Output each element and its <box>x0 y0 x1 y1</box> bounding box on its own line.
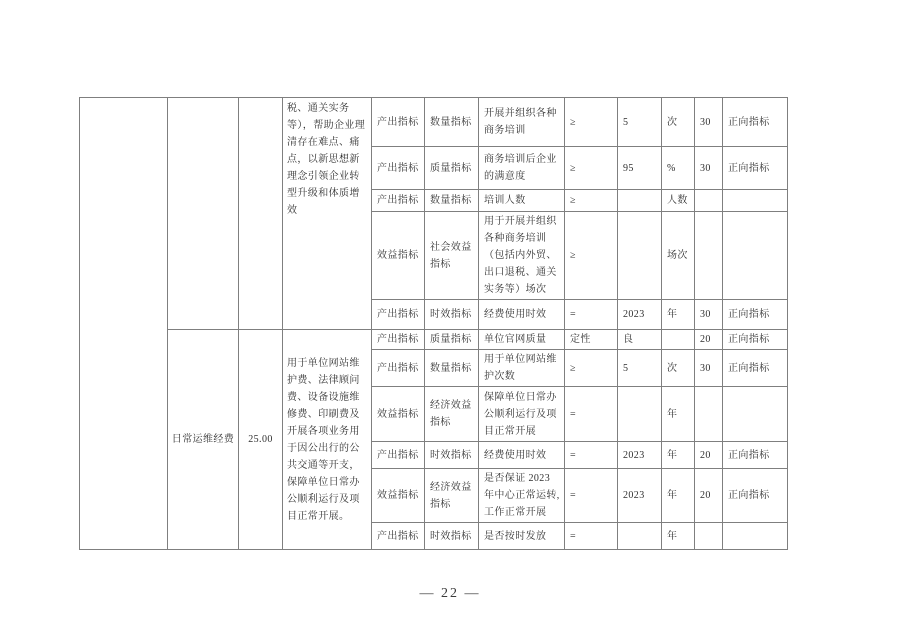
indicator-type-cell: 产出指标 <box>372 147 425 190</box>
indicator-type-cell: 产出指标 <box>372 98 425 147</box>
indicator-subtype-cell: 时效指标 <box>425 300 479 330</box>
performance-indicator-table <box>79 97 788 550</box>
score-cell: 30 <box>695 98 723 147</box>
unit-cell: 年 <box>662 387 695 442</box>
indicator-subtype-cell: 时效指标 <box>425 523 479 550</box>
target-value-cell: 2023 <box>618 300 662 330</box>
indicator-type-cell: 效益指标 <box>372 212 425 300</box>
unit-cell: 年 <box>662 442 695 469</box>
target-value-cell: 良 <box>618 330 662 350</box>
unit-cell: 年 <box>662 300 695 330</box>
unit-cell: 次 <box>662 98 695 147</box>
score-cell: 30 <box>695 300 723 330</box>
score-cell: 30 <box>695 350 723 387</box>
indicator-type-cell: 产出指标 <box>372 300 425 330</box>
direction-cell: 正向指标 <box>723 350 788 387</box>
comparator-cell: = <box>565 300 618 330</box>
indicator-name-cell: 保障单位日常办公顺利运行及项目正常开展 <box>479 387 565 442</box>
unit-cell: % <box>662 147 695 190</box>
indicator-type-cell: 效益指标 <box>372 469 425 523</box>
indicator-name-cell: 开展并组织各种商务培训 <box>479 98 565 147</box>
comparator-cell: 定性 <box>565 330 618 350</box>
indicator-subtype-cell: 经济效益指标 <box>425 469 479 523</box>
target-value-cell <box>618 387 662 442</box>
unit-cell: 年 <box>662 523 695 550</box>
comparator-cell: = <box>565 469 618 523</box>
amount-cell <box>239 98 283 330</box>
target-value-cell <box>618 190 662 212</box>
score-cell: 20 <box>695 442 723 469</box>
indicator-row <box>80 98 788 147</box>
unit-cell: 次 <box>662 350 695 387</box>
indicator-subtype-cell: 质量指标 <box>425 147 479 190</box>
unit-cell: 人数 <box>662 190 695 212</box>
direction-cell: 正向指标 <box>723 330 788 350</box>
target-value-cell: 95 <box>618 147 662 190</box>
direction-cell: 正向指标 <box>723 469 788 523</box>
indicator-type-cell: 产出指标 <box>372 523 425 550</box>
score-cell <box>695 190 723 212</box>
project-name-cell: 日常运维经费 <box>168 330 239 550</box>
direction-cell <box>723 523 788 550</box>
project-description-cell: 用于单位网站维护费、法律顾问费、设备设施维修费、印刷费及开展各项业务用于因公出行的公共交通等开支，保障单位日常办公顺利运行及项目正常开展。 <box>283 330 372 550</box>
comparator-cell: = <box>565 442 618 469</box>
comparator-cell: ≥ <box>565 212 618 300</box>
indicator-name-cell: 经费使用时效 <box>479 442 565 469</box>
comparator-cell: ≥ <box>565 350 618 387</box>
indicator-row <box>80 330 788 350</box>
project-description-cell: 税、通关实务等），帮助企业理清存在难点、痛点，以新思想新理念引领企业转型升级和体质增效 <box>283 98 372 330</box>
amount-cell: 25.00 <box>239 330 283 550</box>
indicator-subtype-cell: 数量指标 <box>425 190 479 212</box>
indicator-name-cell: 用于单位网站维护次数 <box>479 350 565 387</box>
indicator-table-body <box>80 98 788 550</box>
direction-cell <box>723 212 788 300</box>
indicator-subtype-cell: 数量指标 <box>425 350 479 387</box>
indicator-subtype-cell: 经济效益指标 <box>425 387 479 442</box>
direction-cell: 正向指标 <box>723 98 788 147</box>
indicator-name-cell: 是否按时发放 <box>479 523 565 550</box>
score-cell <box>695 387 723 442</box>
indicator-name-cell: 是否保证 2023 年中心正常运转, 工作正常开展 <box>479 469 565 523</box>
score-cell <box>695 523 723 550</box>
indicator-type-cell: 产出指标 <box>372 190 425 212</box>
score-cell: 30 <box>695 147 723 190</box>
score-cell: 20 <box>695 469 723 523</box>
indicator-type-cell: 产出指标 <box>372 442 425 469</box>
project-name-cell <box>168 98 239 330</box>
category-cell <box>80 98 168 550</box>
score-cell: 20 <box>695 330 723 350</box>
comparator-cell: = <box>565 523 618 550</box>
indicator-subtype-cell: 社会效益指标 <box>425 212 479 300</box>
target-value-cell <box>618 523 662 550</box>
indicator-name-cell: 培训人数 <box>479 190 565 212</box>
comparator-cell: = <box>565 387 618 442</box>
target-value-cell <box>618 212 662 300</box>
target-value-cell: 2023 <box>618 442 662 469</box>
indicator-name-cell: 用于开展并组织各种商务培训（包括内外贸、出口退税、通关实务等）场次 <box>479 212 565 300</box>
direction-cell <box>723 387 788 442</box>
unit-cell: 年 <box>662 469 695 523</box>
target-value-cell: 5 <box>618 350 662 387</box>
indicator-subtype-cell: 数量指标 <box>425 98 479 147</box>
direction-cell <box>723 190 788 212</box>
indicator-type-cell: 效益指标 <box>372 387 425 442</box>
indicator-name-cell: 商务培训后企业的满意度 <box>479 147 565 190</box>
indicator-name-cell: 单位官网质量 <box>479 330 565 350</box>
unit-cell: 场次 <box>662 212 695 300</box>
score-cell <box>695 212 723 300</box>
indicator-type-cell: 产出指标 <box>372 330 425 350</box>
target-value-cell: 2023 <box>618 469 662 523</box>
comparator-cell: ≥ <box>565 98 618 147</box>
indicator-subtype-cell: 时效指标 <box>425 442 479 469</box>
direction-cell: 正向指标 <box>723 147 788 190</box>
direction-cell: 正向指标 <box>723 300 788 330</box>
comparator-cell: ≥ <box>565 190 618 212</box>
indicator-subtype-cell: 质量指标 <box>425 330 479 350</box>
target-value-cell: 5 <box>618 98 662 147</box>
unit-cell <box>662 330 695 350</box>
comparator-cell: ≥ <box>565 147 618 190</box>
direction-cell: 正向指标 <box>723 442 788 469</box>
indicator-type-cell: 产出指标 <box>372 350 425 387</box>
indicator-name-cell: 经费使用时效 <box>479 300 565 330</box>
page-number: — 22 — <box>419 586 481 601</box>
